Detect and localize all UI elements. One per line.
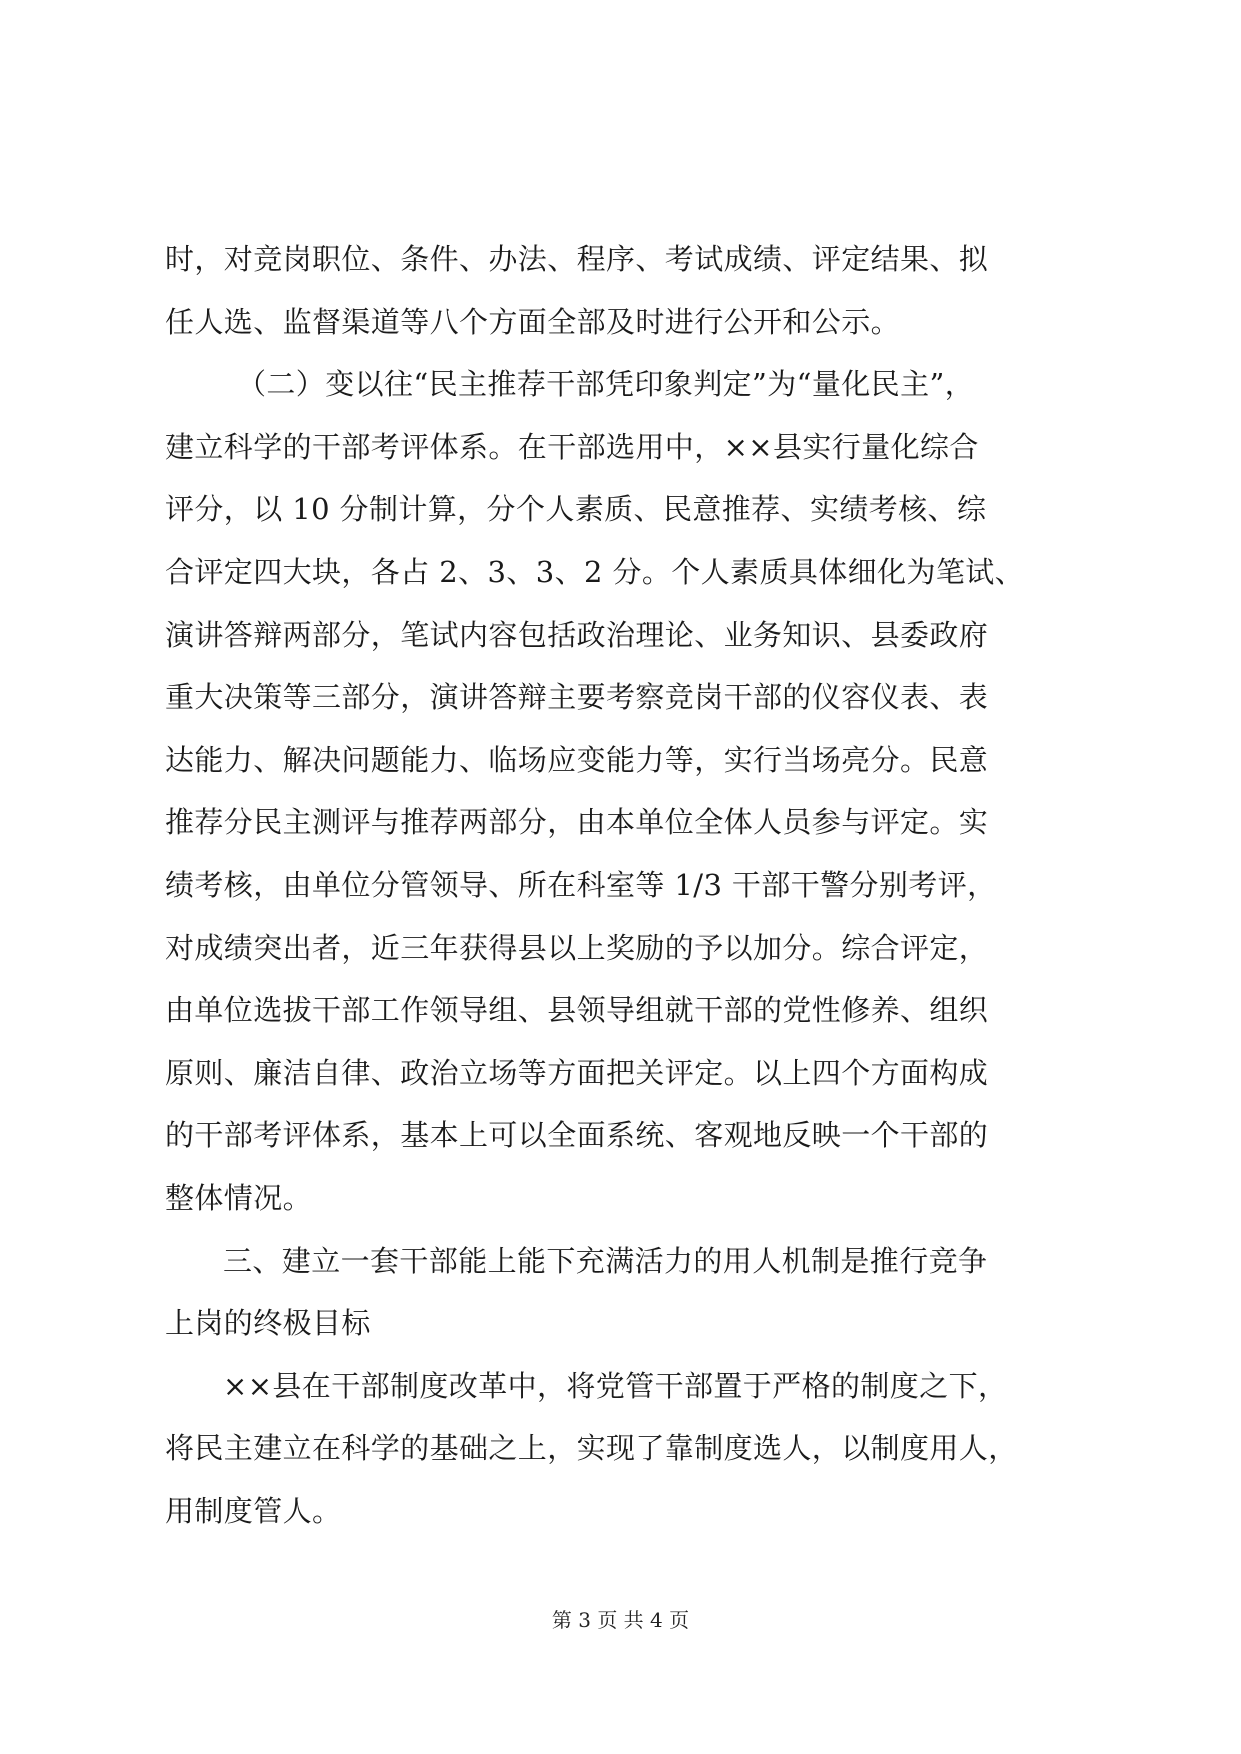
body-line-2: 任人选、监督渠道等八个方面全部及时进行公开和公示。 [165,304,901,339]
body-line-10: 推荐分民主测评与推荐两部分，由本单位全体人员参与评定。实 [165,805,989,840]
body-line-8: 重大决策等三部分，演讲答辩主要考察竞岗干部的仪容仪表、表 [165,680,989,715]
body-line-1: 时，对竞岗职位、条件、办法、程序、考试成绩、评定结果、拟 [165,242,989,276]
body-line-4: 建立科学的干部考评体系。在干部选用中，××县实行量化综合 [165,429,979,464]
body-line-21: 用制度管人。 [165,1493,342,1528]
body-line-13: 由单位选拔干部工作领导组、县领导组就干部的党性修养、组织 [165,993,989,1028]
body-line-7: 演讲答辩两部分，笔试内容包括政治理论、业务知识、县委政府 [165,617,989,652]
body-line-9: 达能力、解决问题能力、临场应变能力等，实行当场亮分。民意 [165,742,989,777]
section-3-heading-line: 三、建立一套干部能上能下充满活力的用人机制是推行竞争 [223,1243,988,1278]
section-2-heading-line: （二）变以往“民主推荐干部凭印象判定”为“量化民主”， [237,367,975,402]
body-line-16: 整体情况。 [165,1180,313,1215]
body-line-12: 对成绩突出者，近三年获得县以上奖励的予以加分。综合评定， [165,930,989,965]
body-line-15: 的干部考评体系，基本上可以全面系统、客观地反映一个干部的 [165,1118,989,1153]
body-line-20: 将民主建立在科学的基础之上，实现了靠制度选人，以制度用人， [165,1431,1018,1466]
body-line-5: 评分，以 10 分制计算，分个人素质、民意推荐、实绩考核、综 [165,492,987,527]
body-line-19: ××县在干部制度改革中，将党管干部置于严格的制度之下， [223,1368,1008,1403]
body-line-14: 原则、廉洁自律、政治立场等方面把关评定。以上四个方面构成 [165,1055,989,1090]
body-line-6: 合评定四大块，各占 2、3、3、2 分。个人素质具体细化为笔试、 [165,554,1025,589]
body-line-11: 绩考核，由单位分管领导、所在科室等 1/3 干部干警分别考评， [165,867,997,902]
section-3-heading-line-2: 上岗的终极目标 [165,1306,371,1341]
document-body [165,228,1095,1542]
page-number-footer: 第 3 页 共 4 页 [551,1608,690,1632]
